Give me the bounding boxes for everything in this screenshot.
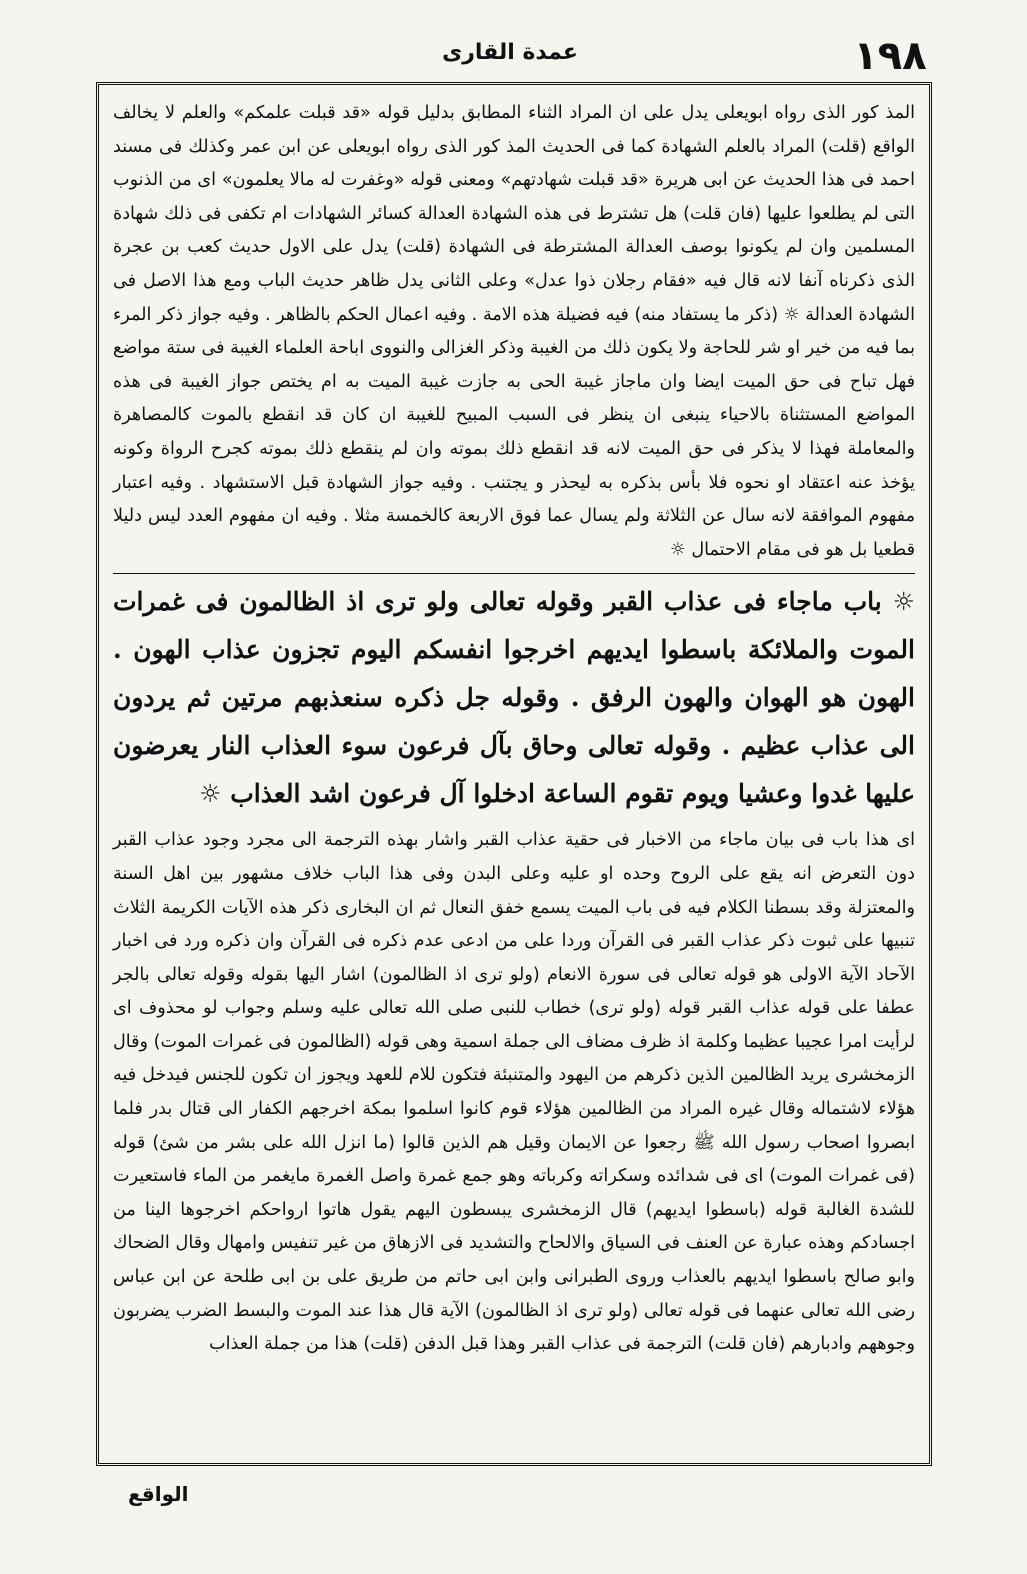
commentary-paragraph-bottom: اى هذا باب فى بيان ماجاء من الاخبار فى حقية عذاب القبر واشار بهذه الترجمة الى مجرد وجود عذاب القبر دون التعرض انه يقع على الروح وحده او عليه وعلى البدن وفى هذا الباب خلاف مشهور بين اهل السنة والمعتزلة وقد بسطنا الكلام فيه فى باب الميت يسمع خفق النعال ثم ان البخارى ذكر هذه الآيات الكريمة الثلاث تنبيها على ثبوت ذكر عذاب القبر فى القرآن وردا على من ادعى عدم ذكره فى القرآن وان ذكره ورد فى اخبار الآحاد الآية الاولى هو قوله تعالى فى سورة الانعام (ولو ترى اذ الظالمون) اشار اليها بقوله وقوله تعالى بالجر عطفا على قوله عذاب القبر قوله (ولو ترى) خطاب للنبى صلى الله تعالى عليه وسلم وجواب لو محذوف اى لرأيت امرا عجيبا عظيما وكلمة اذ ظرف مضاف الى جملة اسمية وهى قوله (الظالمون فى غمرات الموت) وقال الزمخشرى يريد الظالمين الذين ذكرهم من اليهود والمتنبئة فتكون للام للعهد ويجوز ان تكون للجنس فيدخل فيه هؤلاء لاشتماله وقال غيره المراد من الظالمين هؤلاء قوم كانوا اسلموا بمكة اخرجهم الكفار الى قتال بدر فلما ابصروا اصحاب رسول الله ﷺ رجعوا عن الايمان وقيل هم الذين قالوا (ما انزل الله على بشر من شئ) قوله (فى غمرات الموت) اى فى شدائده وسكراته وكرباته وهو جمع غمرة واصل الغمرة مايغمر من الماء فاستعيرت للشدة الغالبة قوله (باسطوا ايديهم) قال الزمخشرى يبسطون اليهم يقول هاتوا ارواحكم اخرجوها الينا من اجسادكم وهذه عبارة عن العنف فى السياق والالحاح والتشديد فى الازهاق من غير تنفيس وامهال وقال الضحاك وابو صالح باسطوا ايديهم بالعذاب وروى الطبرانى وابن ابى حاتم من طريق على بن ابى طلحة عن ابن عباس رضى الله تعالى عنهما فى قوله تعالى (ولو ترى اذ الظالمون) الآية قال هذا عند الموت والبسط الضرب يضربون وجوههم وادبارهم (فان قلت) الترجمة فى عذاب القبر وهذا قبل الدفن (قلت) هذا من جملة العذاب xyxy=(113,830,915,1355)
text-frame xyxy=(96,82,932,1466)
commentary-paragraph-top: المذ كور الذى رواه ابويعلى يدل على ان المراد الثناء المطابق بدليل قوله «قد قبلت علمكم» والعلم لا يخالف الواقع (قلت) المراد بالعلم الشهادة كما فى الحديث المذ كور الذى رواه ابويعلى عن ابن عمر وكذلك فى مسند احمد فى هذا الحديث عن ابى هريرة «قد قبلت شهادتهم» ومعنى قوله «وغفرت له مالا يعلمون» اى من الذنوب التى لم يطلعوا عليها (فان قلت) هل تشترط فى هذه الشهادة العدالة كسائر الشهادات ام تكفى فى ذلك شهادة المسلمين وان لم يكونوا بوصف العدالة المشترطة فى الشهادة (قلت) يدل على الاول حديث كعب بن عجرة الذى ذكرناه آنفا لانه قال فيه «فقام رجلان ذوا عدل» وعلى الثانى يدل ظاهر حديث الباب ومع هذا الاصل فى الشهادة العدالة ☼ (ذكر ما يستفاد منه) فيه فضيلة هذه الامة . وفيه اعمال الحكم بالظاهر . وفيه جواز ذكر المرء بما فيه من خير او شر للحاجة ولا يكون ذلك من الغيبة وذكر الغزالى والنووى اباحة العلماء الغيبة فى ستة مواضع فهل تباح فى حق الميت ايضا وان ماجاز غيبة الحى به جازت غيبة الميت به ام يختص جواز الغيبة فى هذه المواضع المستثناة بالاحياء ينبغى ان ينظر فى السبب المبيح للغيبة ان كان قد انقطع بالموت كالمصاهرة والمعاملة فهذا لا يذكر فى حق الميت لانه قد انقطع ذلك بموته وان لم ينقطع ذلك بموته كجرح الرواة وكونه يؤخذ عنه اعتقاد او نحوه فلا بأس بذكره به ليحذر و يجتنب . وفيه جواز الشهادة قبل الاستشهاد . وفيه اعتبار مفهوم الموافقة لانه سال عن الثلاثة ولم يسال عما فوق الاربعة كالخمسة مثلا . وفيه ان مفهوم العدد ليس دليلا قطعيا بل هو فى مقام الاحتمال ☼ xyxy=(113,103,915,560)
chapter-heading: ☼ باب ماجاء فى عذاب القبر وقوله تعالى ولو ترى اذ الظالمون فى غمرات الموت والملائكة باسطوا ايديهم اخرجوا انفسكم اليوم تجزون عذاب الهون . الهون هو الهوان والهون الرفق . وقوله جل ذكره سنعذبهم مرتين ثم يردون الى عذاب عظيم . وقوله تعالى وحاق بآل فرعون سوء العذاب النار يعرضون عليها غدوا وعشيا ويوم تقوم الساعة ادخلوا آل فرعون اشد العذاب ☼ xyxy=(113,573,915,818)
running-title: عمدة القارى xyxy=(442,40,578,65)
catchword: الواقع xyxy=(128,1482,189,1506)
page-number: ١٩٨ xyxy=(853,33,927,79)
